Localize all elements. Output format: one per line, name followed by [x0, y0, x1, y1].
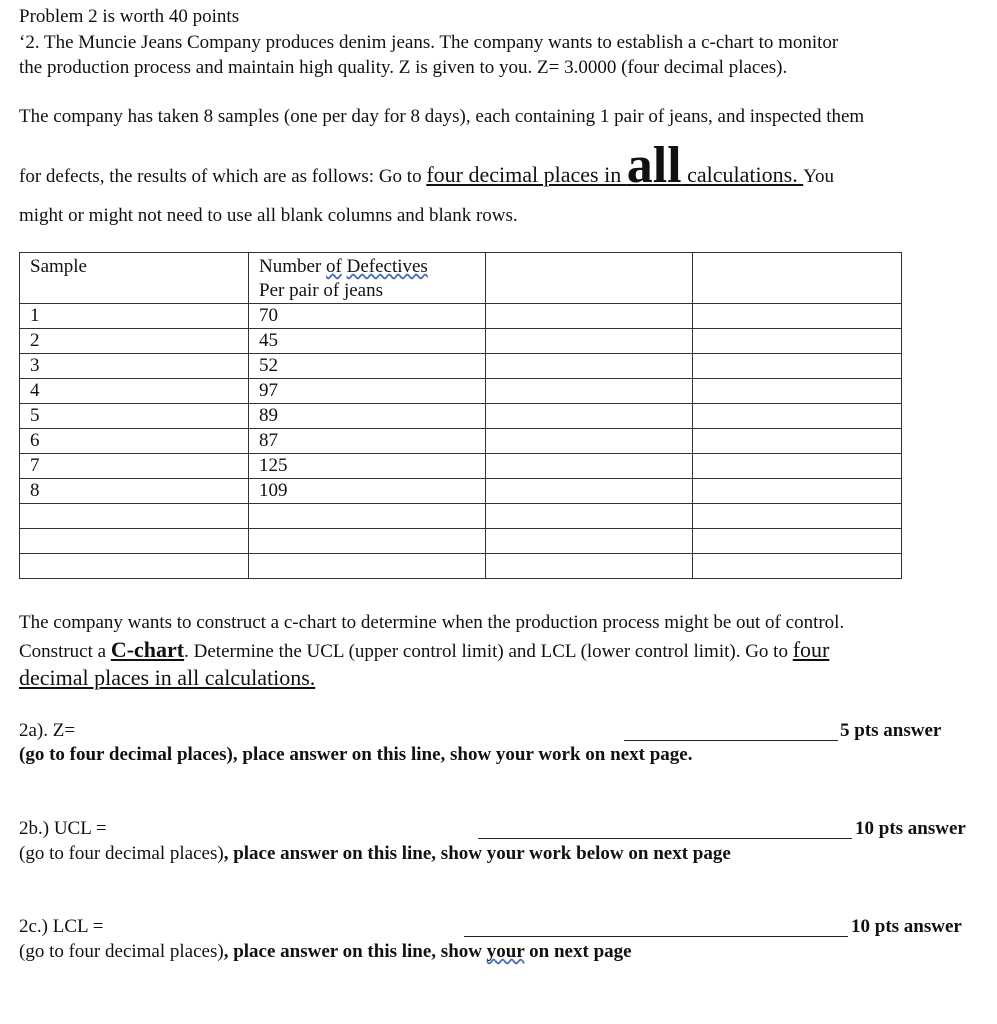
q2c-instructions: (go to four decimal places), place answer on this line, show your on next page	[19, 941, 632, 962]
defects-line	[19, 137, 835, 194]
defects-all: all	[626, 137, 682, 194]
q2c-answer-line[interactable]	[464, 936, 848, 937]
table-row: 6 87	[20, 429, 902, 454]
defects-you: You	[803, 166, 835, 187]
table-row: 1 70	[20, 304, 902, 329]
table-row: 5 89	[20, 404, 902, 429]
table-row: 8 109	[20, 479, 902, 504]
defects-table	[19, 252, 902, 579]
defectives-header: Number of Defectives Per pair of jeans	[249, 253, 486, 304]
samples-line: The company has taken 8 samples (one per day for 8 days), each containing 1 pair of jeans, and inspected them	[19, 106, 865, 127]
defects-underlined-1: four decimal places in all calculations.	[426, 137, 804, 194]
construct-line-2: Construct a C-chart. Determine the UCL (upper control limit) and LCL (lower control limit). Go to four	[19, 637, 830, 662]
q2c-points: 10 pts answer	[851, 916, 962, 937]
q2b-points: 10 pts answer	[855, 818, 966, 839]
table-row: 4 97	[20, 379, 902, 404]
q2a-answer-line[interactable]	[624, 740, 838, 741]
q2b-instructions: (go to four decimal places), place answer on this line, show your work below on next page	[19, 843, 731, 864]
construct-line-1: The company wants to construct a c-chart to determine when the production process might be out of control.	[19, 612, 845, 633]
blank-header-4	[693, 253, 902, 304]
question-line-2: the production process and maintain high quality. Z is given to you. Z= 3.0000 (four decimal places).	[19, 57, 788, 78]
table-row: 2 45	[20, 329, 902, 354]
construct-line-3: decimal places in all calculations.	[19, 665, 316, 690]
four-term: four	[792, 637, 830, 662]
blank-columns-line: might or might not need to use all blank columns and blank rows.	[19, 205, 518, 226]
blank-header-3	[486, 253, 693, 304]
q2c-label: 2c.) LCL =	[19, 916, 104, 937]
q2b-answer-line[interactable]	[478, 838, 852, 839]
defects-prefix: for defects, the results of which are as follows: Go to	[19, 166, 427, 187]
table-row-blank	[20, 504, 902, 529]
problem-title: Problem 2 is worth 40 points	[19, 6, 240, 27]
table-row: 3 52	[20, 354, 902, 379]
q2a-label: 2a). Z=	[19, 720, 76, 741]
table-row-blank	[20, 554, 902, 579]
c-chart-term: C-chart	[110, 637, 185, 662]
table-row: 7 125	[20, 454, 902, 479]
defects-underlined-2: calculations.	[681, 162, 804, 187]
q2a-points: 5 pts answer	[840, 720, 942, 741]
q2b-label: 2b.) UCL =	[19, 818, 107, 839]
sample-header: Sample	[20, 253, 249, 304]
table-row-blank	[20, 529, 902, 554]
question-line-1: ‘2. The Muncie Jeans Company produces denim jeans. The company wants to establish a c-chart to monitor	[19, 32, 839, 53]
table-header-row	[20, 253, 902, 304]
q2a-instructions: (go to four decimal places), place answer on this line, show your work on next page.	[19, 744, 693, 765]
